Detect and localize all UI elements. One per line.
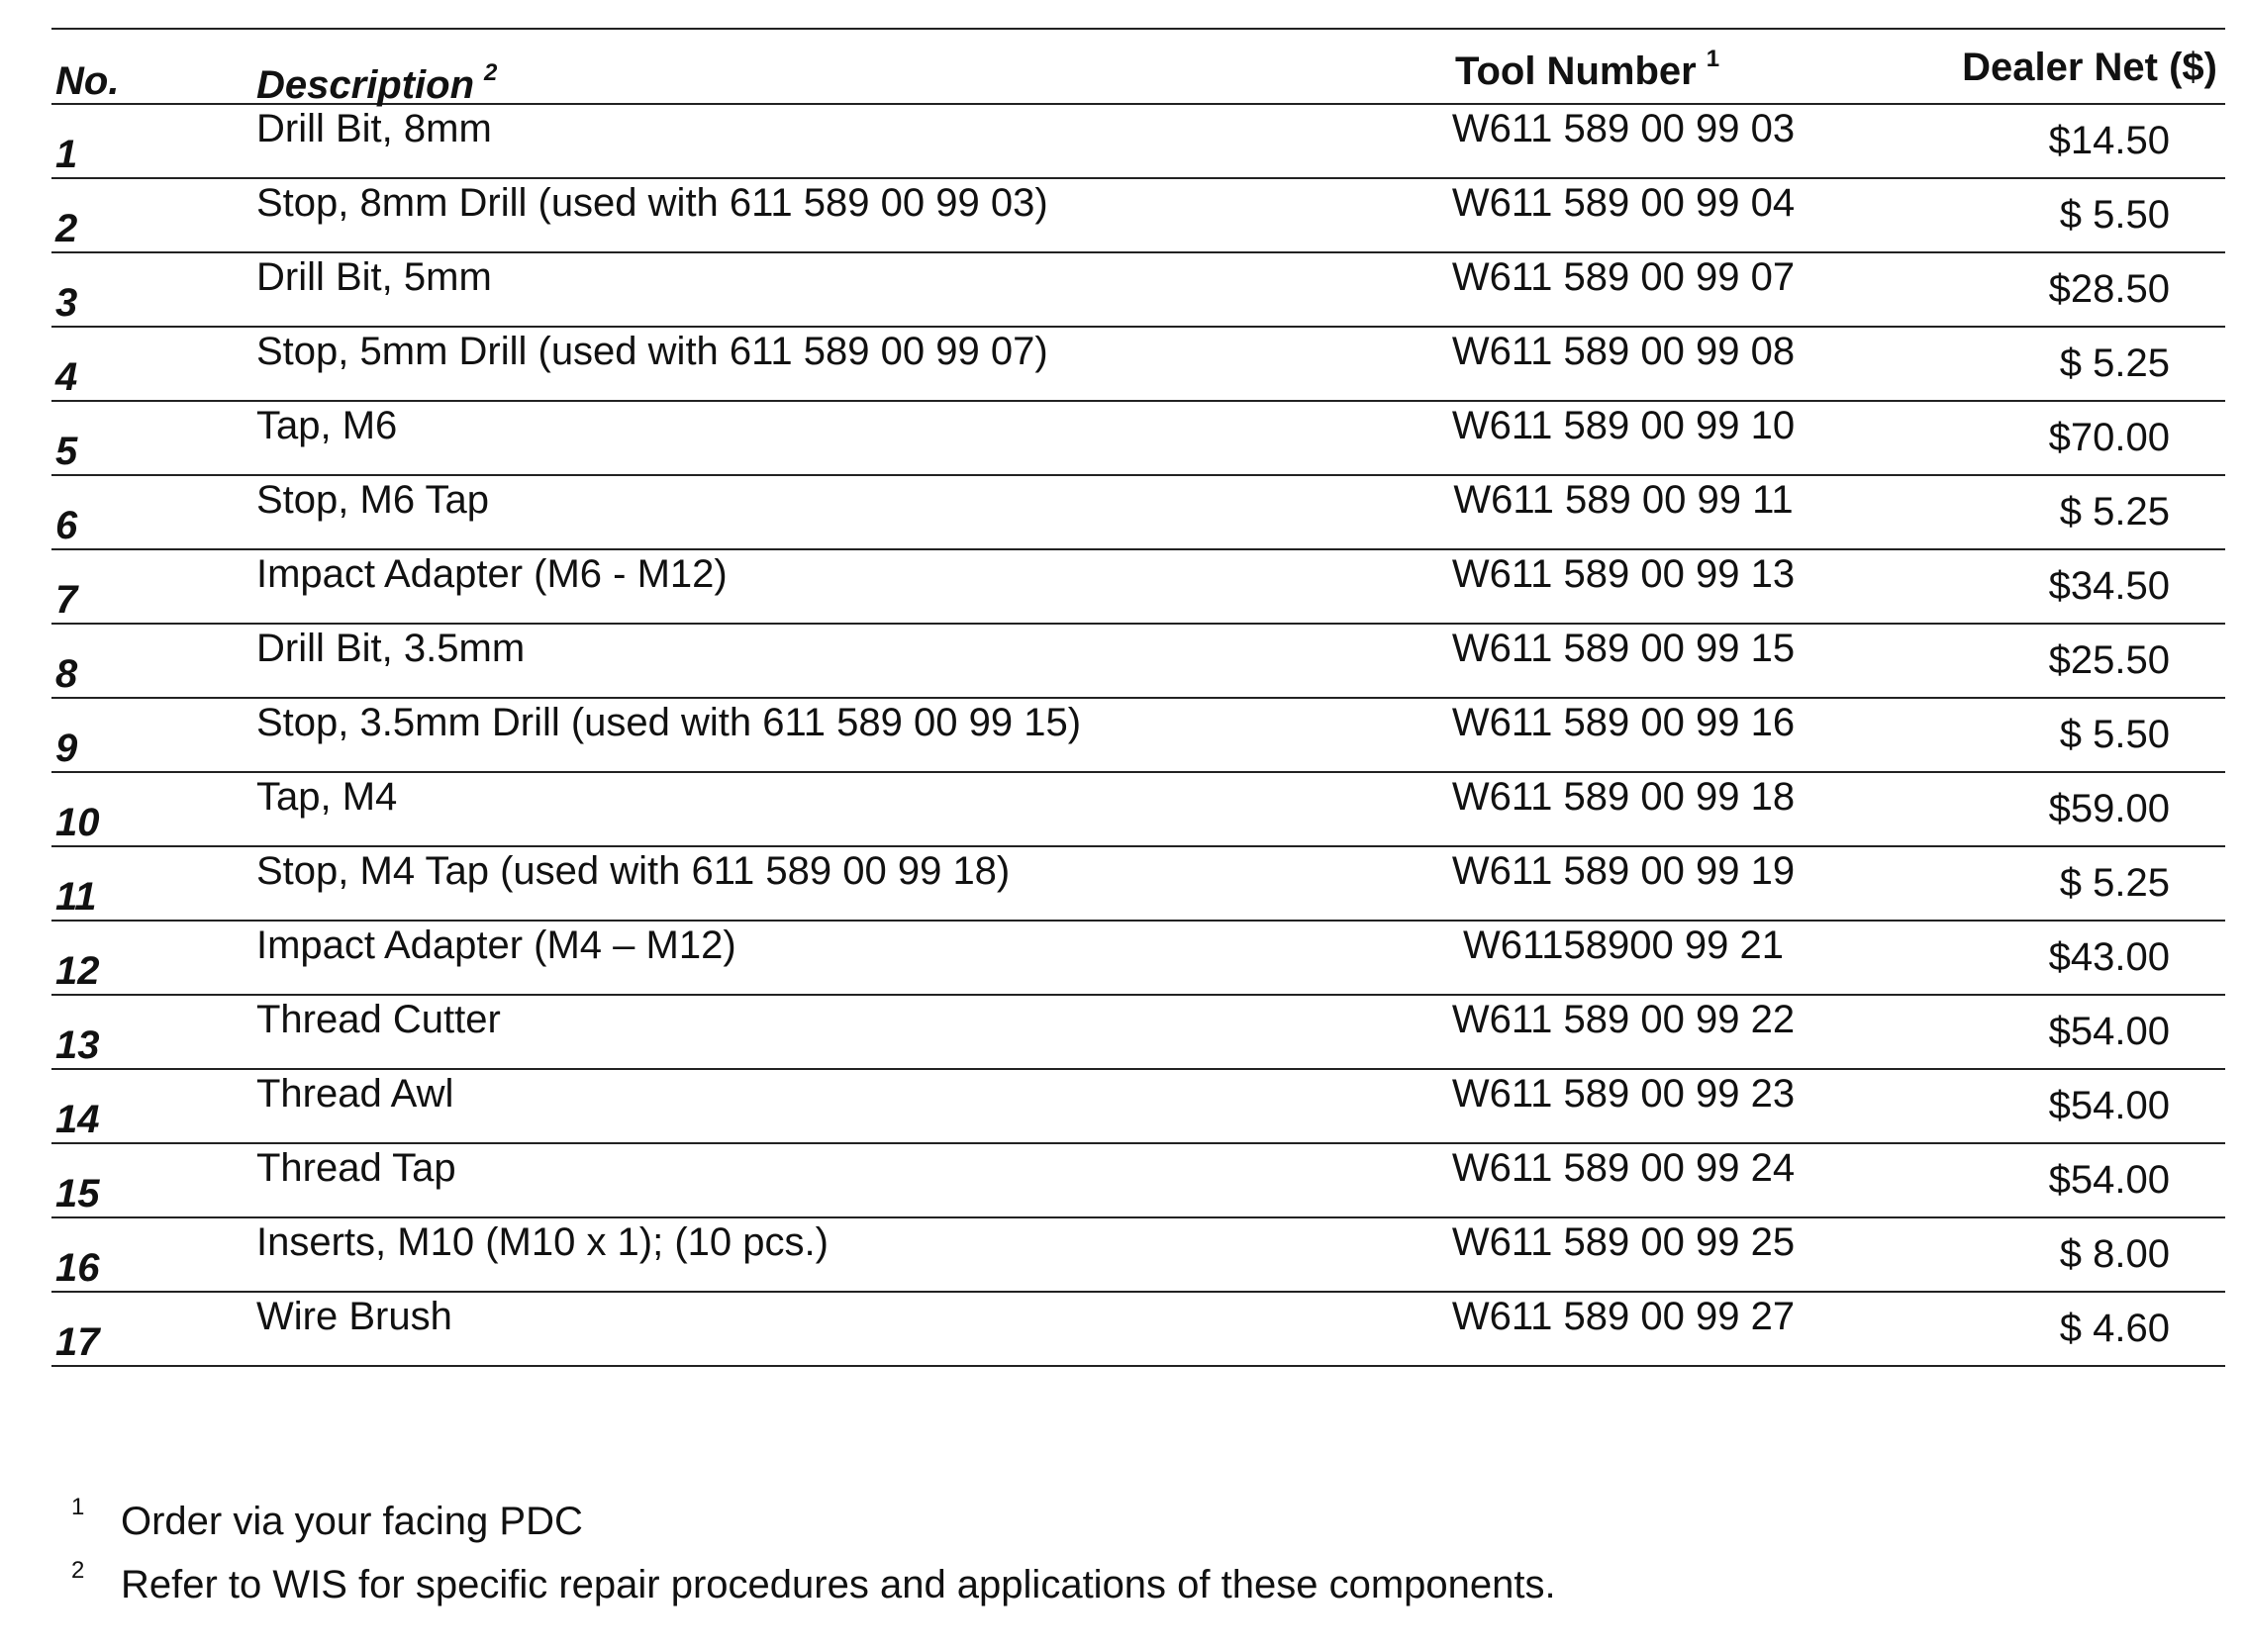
table-row bbox=[51, 328, 2225, 402]
row-number: 16 bbox=[55, 1246, 100, 1290]
row-number: 6 bbox=[55, 504, 78, 547]
footnote-mark: 2 bbox=[71, 1557, 85, 1584]
row-tool-number: W611 589 00 99 18 bbox=[1451, 775, 1796, 819]
footnote-mark: 1 bbox=[71, 1494, 85, 1520]
table-row bbox=[51, 1070, 2225, 1144]
row-description: Tap, M6 bbox=[256, 404, 398, 447]
row-dealer-net: $ 5.50 bbox=[2059, 193, 2170, 237]
table-header-row bbox=[51, 30, 2225, 105]
header-description bbox=[256, 59, 497, 108]
table-row bbox=[51, 253, 2225, 328]
row-dealer-net: $54.00 bbox=[2048, 1084, 2170, 1127]
row-tool-number: W611 589 00 99 25 bbox=[1451, 1220, 1796, 1264]
row-dealer-net: $ 8.00 bbox=[2059, 1232, 2170, 1276]
row-dealer-net: $ 5.25 bbox=[2059, 861, 2170, 905]
row-number: 1 bbox=[55, 133, 78, 176]
row-dealer-net: $ 4.60 bbox=[2059, 1307, 2170, 1350]
row-dealer-net: $14.50 bbox=[2048, 119, 2170, 162]
table-row bbox=[51, 1144, 2225, 1218]
header-description-footnote-mark: 2 bbox=[484, 59, 498, 86]
header-tool-number-label: Tool Number bbox=[1455, 49, 1697, 93]
row-number: 9 bbox=[55, 727, 78, 770]
row-number: 4 bbox=[55, 355, 78, 399]
row-number: 5 bbox=[55, 430, 78, 473]
row-dealer-net: $28.50 bbox=[2048, 267, 2170, 311]
row-description: Drill Bit, 5mm bbox=[256, 255, 492, 299]
row-tool-number: W611 589 00 99 03 bbox=[1451, 107, 1796, 150]
row-dealer-net: $ 5.25 bbox=[2059, 490, 2170, 534]
row-dealer-net: $ 5.25 bbox=[2059, 341, 2170, 385]
row-dealer-net: $ 5.50 bbox=[2059, 713, 2170, 756]
row-tool-number: W611 589 00 99 27 bbox=[1451, 1295, 1796, 1338]
row-dealer-net: $70.00 bbox=[2048, 416, 2170, 459]
row-tool-number: W611 589 00 99 13 bbox=[1451, 552, 1796, 596]
row-tool-number: W611 589 00 99 19 bbox=[1451, 849, 1796, 893]
row-tool-number: W611 589 00 99 11 bbox=[1453, 478, 1794, 522]
row-tool-number: W611 589 00 99 23 bbox=[1451, 1072, 1796, 1116]
table-row bbox=[51, 1218, 2225, 1293]
table-row bbox=[51, 922, 2225, 996]
table-row bbox=[51, 105, 2225, 179]
row-tool-number: W61158900 99 21 bbox=[1463, 923, 1784, 967]
row-description: Drill Bit, 8mm bbox=[256, 107, 492, 150]
table-row bbox=[51, 699, 2225, 773]
row-tool-number: W611 589 00 99 15 bbox=[1451, 627, 1796, 670]
row-dealer-net: $25.50 bbox=[2048, 638, 2170, 682]
row-description: Drill Bit, 3.5mm bbox=[256, 627, 526, 670]
row-description: Stop, 8mm Drill (used with 611 589 00 99 03) bbox=[256, 181, 1048, 225]
table-row bbox=[51, 179, 2225, 253]
row-number: 7 bbox=[55, 578, 78, 622]
row-tool-number: W611 589 00 99 08 bbox=[1451, 330, 1796, 373]
row-description: Tap, M4 bbox=[256, 775, 398, 819]
header-no: No. bbox=[55, 59, 120, 103]
row-description: Thread Cutter bbox=[256, 998, 501, 1041]
row-number: 2 bbox=[55, 207, 78, 250]
row-dealer-net: $59.00 bbox=[2048, 787, 2170, 830]
table-row bbox=[51, 402, 2225, 476]
table-row bbox=[51, 625, 2225, 699]
footnote-text: Order via your facing PDC bbox=[121, 1500, 583, 1543]
table-row bbox=[51, 996, 2225, 1070]
header-tool-number-footnote-mark: 1 bbox=[1706, 46, 1720, 72]
footnotes bbox=[71, 1494, 2150, 1626]
row-dealer-net: $54.00 bbox=[2048, 1158, 2170, 1202]
table-row bbox=[51, 1293, 2225, 1367]
row-tool-number: W611 589 00 99 07 bbox=[1451, 255, 1796, 299]
row-description: Stop, M6 Tap bbox=[256, 478, 489, 522]
header-description-label: Description bbox=[256, 63, 475, 107]
row-number: 11 bbox=[55, 875, 97, 919]
row-description: Stop, 3.5mm Drill (used with 611 589 00 99 15) bbox=[256, 701, 1082, 744]
row-description: Inserts, M10 (M10 x 1); (10 pcs.) bbox=[256, 1220, 829, 1264]
row-tool-number: W611 589 00 99 16 bbox=[1451, 701, 1796, 744]
row-description: Stop, 5mm Drill (used with 611 589 00 99 07) bbox=[256, 330, 1048, 373]
row-number: 14 bbox=[55, 1098, 100, 1141]
row-description: Impact Adapter (M4 – M12) bbox=[256, 923, 736, 967]
table-row bbox=[51, 550, 2225, 625]
row-number: 13 bbox=[55, 1023, 100, 1067]
table-row bbox=[51, 476, 2225, 550]
row-dealer-net: $34.50 bbox=[2048, 564, 2170, 608]
row-tool-number: W611 589 00 99 22 bbox=[1451, 998, 1796, 1041]
row-number: 3 bbox=[55, 281, 78, 325]
footnote-2 bbox=[71, 1557, 2150, 1626]
row-number: 8 bbox=[55, 652, 78, 696]
row-description: Thread Tap bbox=[256, 1146, 456, 1190]
row-dealer-net: $43.00 bbox=[2048, 935, 2170, 979]
row-number: 15 bbox=[55, 1172, 100, 1215]
table-row bbox=[51, 847, 2225, 922]
row-description: Thread Awl bbox=[256, 1072, 454, 1116]
row-number: 12 bbox=[55, 949, 100, 993]
row-number: 10 bbox=[55, 801, 100, 844]
row-dealer-net: $54.00 bbox=[2048, 1010, 2170, 1053]
row-number: 17 bbox=[55, 1320, 100, 1364]
row-description: Wire Brush bbox=[256, 1295, 452, 1338]
header-dealer-net: Dealer Net ($) bbox=[1962, 46, 2217, 89]
row-tool-number: W611 589 00 99 10 bbox=[1451, 404, 1796, 447]
table-row bbox=[51, 773, 2225, 847]
footnote-1 bbox=[71, 1494, 2150, 1563]
row-tool-number: W611 589 00 99 24 bbox=[1451, 1146, 1796, 1190]
row-description: Stop, M4 Tap (used with 611 589 00 99 18) bbox=[256, 849, 1011, 893]
row-description: Impact Adapter (M6 - M12) bbox=[256, 552, 728, 596]
footnote-text: Refer to WIS for specific repair procedures and applications of these components. bbox=[121, 1563, 1556, 1606]
row-tool-number: W611 589 00 99 04 bbox=[1451, 181, 1796, 225]
header-tool-number bbox=[1455, 46, 1719, 94]
